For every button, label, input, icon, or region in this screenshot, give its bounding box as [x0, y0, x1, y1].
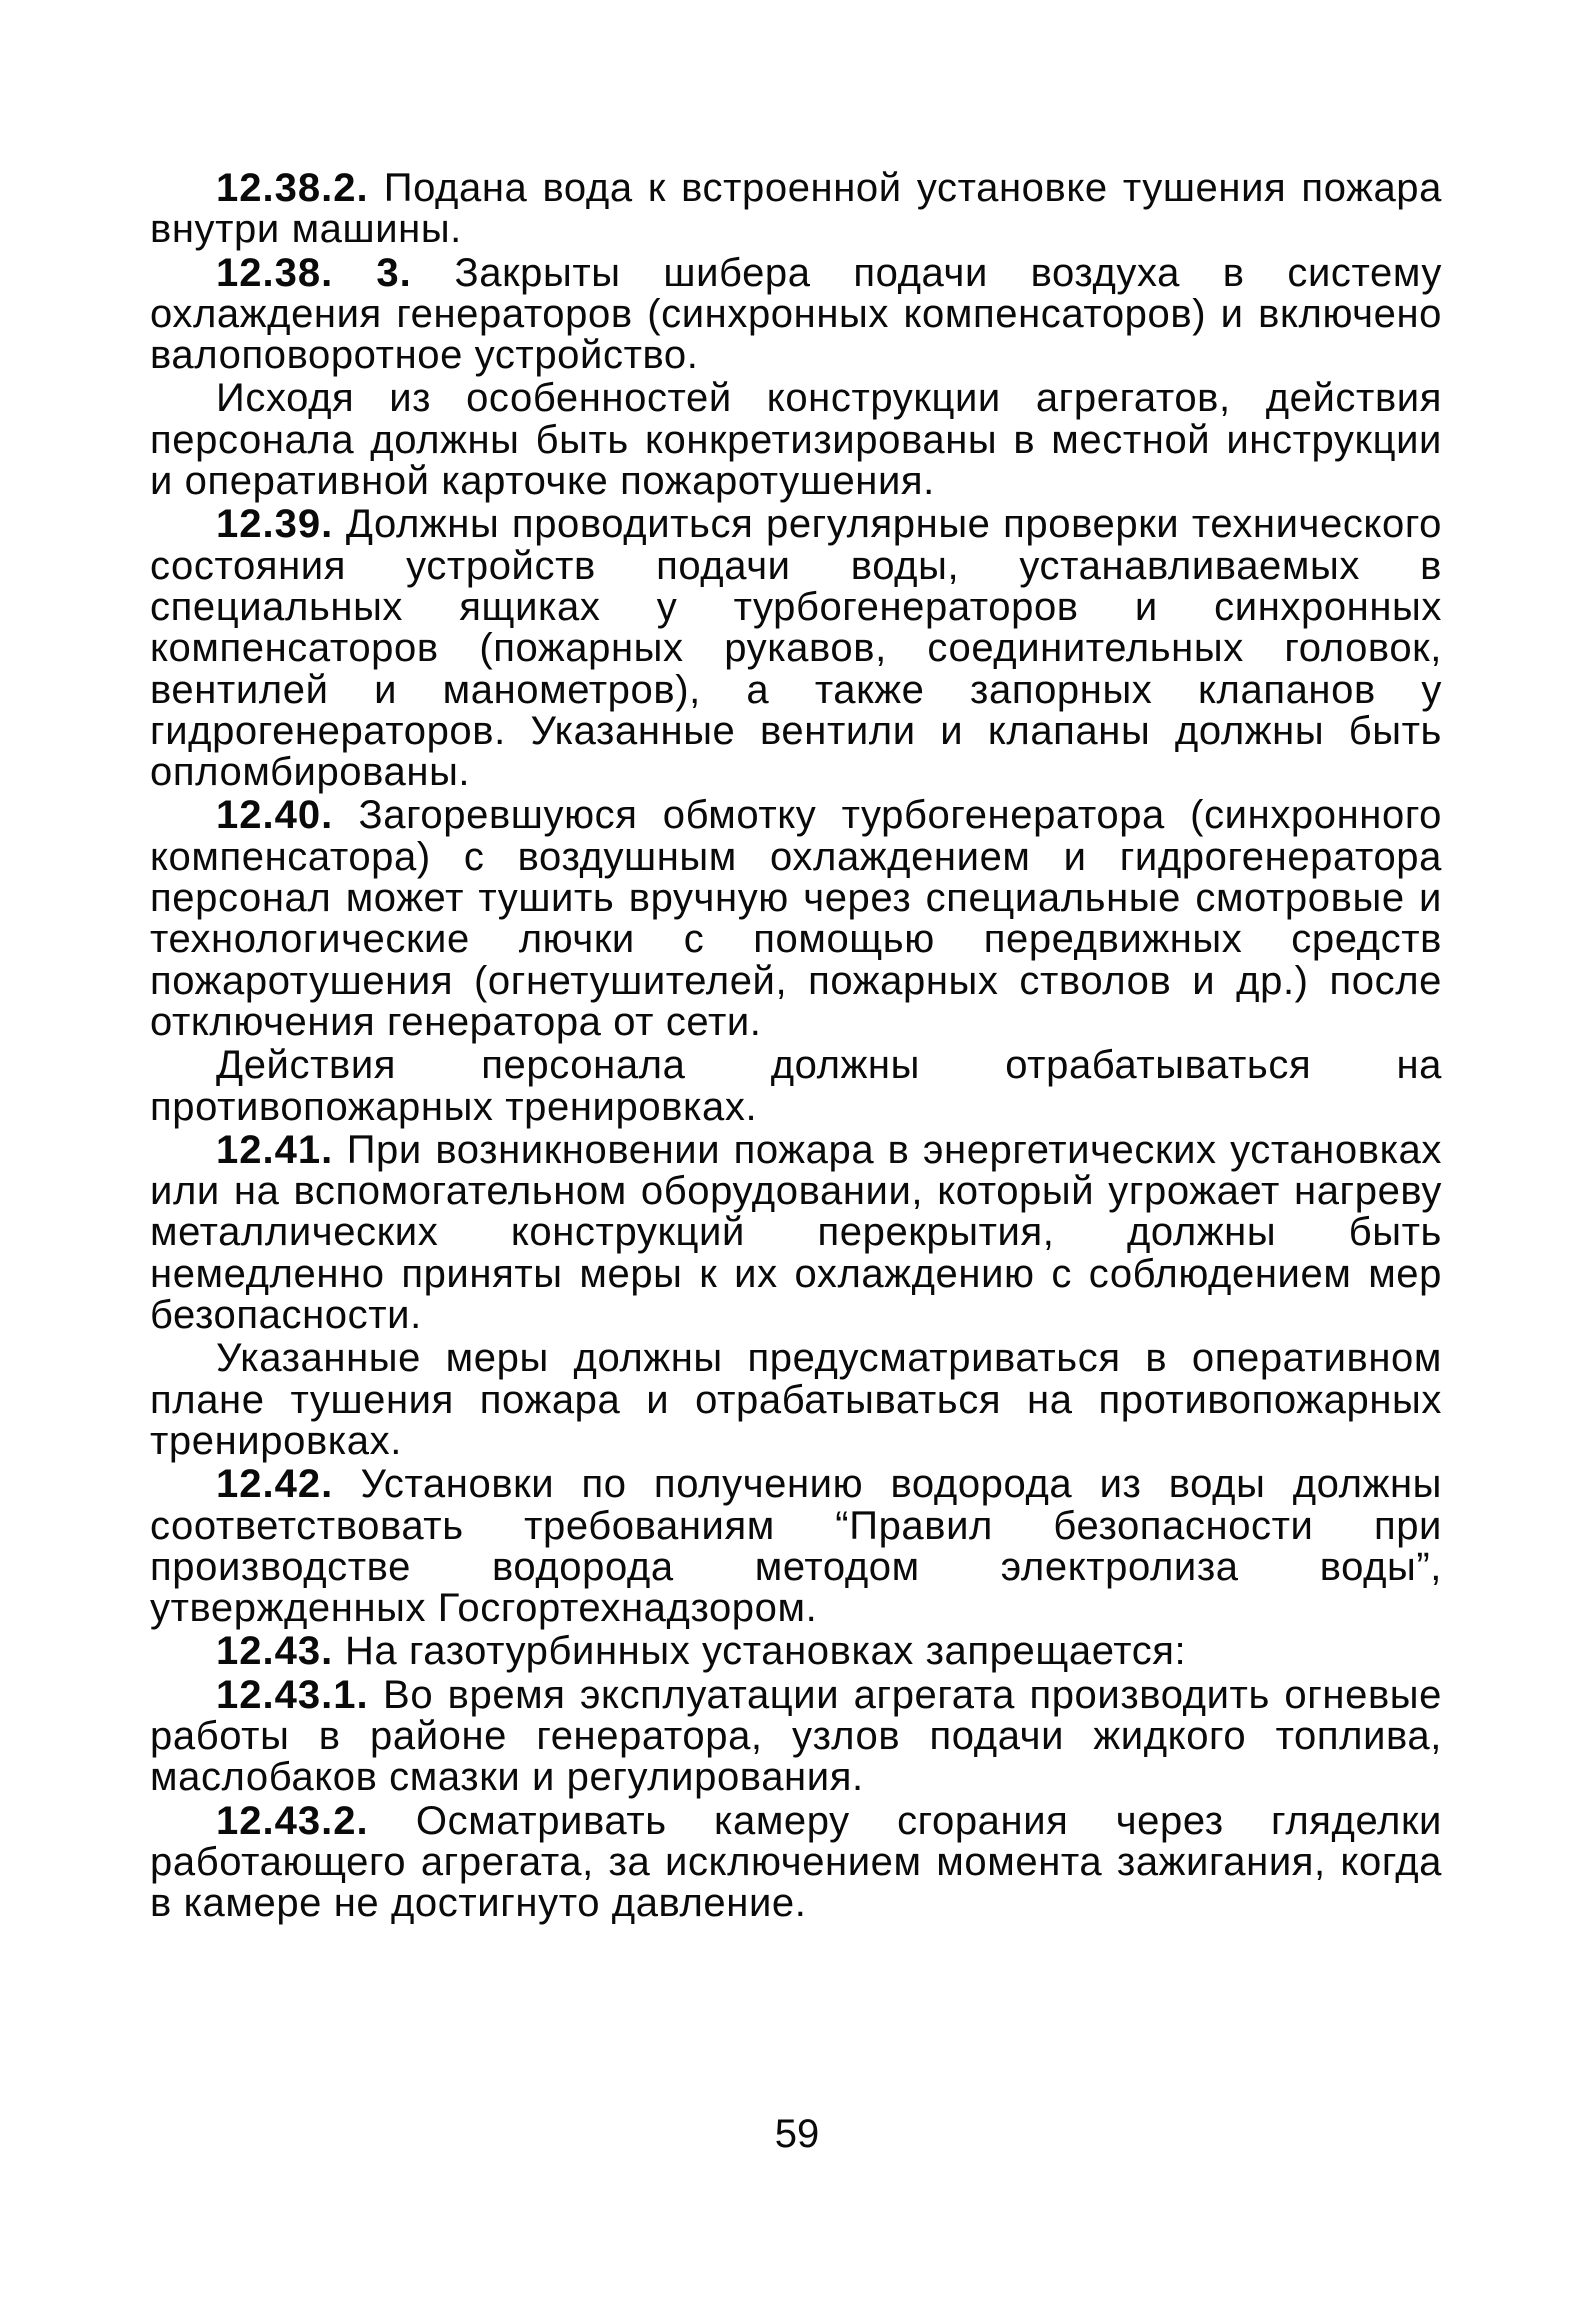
section-number: 12.43.1. — [216, 1672, 369, 1717]
section-number: 12.42. — [216, 1462, 334, 1507]
section-number: 12.41. — [216, 1127, 334, 1172]
section-number: 12.39. — [216, 502, 334, 547]
paragraph-12-41 — [150, 1127, 1442, 1338]
paragraph-plan-note — [150, 1338, 1442, 1462]
paragraph-12-43-2 — [150, 1798, 1443, 1926]
paragraph-text: Подана вода к встроенной установке тушения пожара внутри машины. — [150, 166, 1442, 252]
paragraph-12-39 — [150, 504, 1442, 793]
section-number: 12.43. — [216, 1629, 334, 1674]
paragraph-design-note — [150, 378, 1442, 502]
paragraph-text: Осматривать камеру сгорания через гляделки работающего агрегата, за исключением момента зажигания, когда в камере не достигнуто давление. — [150, 1798, 1443, 1926]
paragraph-text: При возникновении пожара в энергетических установках или на вспомогательном оборудовании, который угрожает нагреву металлических конструкций перекрытия, должны быть немедленно приняты меры к их охлаждению с соблюдением мер безопасности. — [150, 1127, 1442, 1338]
paragraph-12-42 — [150, 1464, 1442, 1629]
section-number: 12.38.2. — [216, 166, 369, 210]
section-number: 12.40. — [216, 793, 334, 838]
paragraph-12-43 — [150, 1631, 1442, 1672]
paragraph-12-43-1 — [150, 1672, 1442, 1800]
paragraph-training-note — [150, 1045, 1442, 1128]
paragraph-12-40 — [150, 795, 1442, 1043]
paragraph-text: Во время эксплуатации агрегата производить огневые работы в районе генератора, узлов подачи жидкого топлива, маслобаков смазки и регулирования. — [150, 1672, 1442, 1800]
document-body — [150, 168, 1442, 1926]
paragraph-text: Загоревшуюся обмотку турбогенератора (синхронного компенсатора) с воздушным охлаждением и гидрогенератора персонал может тушить вручную через специальные смотровые и технологические лючки с помощью передвижных средств пожаротушения (огнетушителей, пожарных стволов и др.) после отключения генератора от сети. — [150, 793, 1442, 1044]
paragraph-text: Указанные меры должны предусматриваться в оперативном плане тушения пожара и отрабатываться на противопожарных тренировках. — [150, 1336, 1442, 1463]
paragraph-text: На газотурбинных установках запрещается: — [344, 1629, 1187, 1674]
paragraph-text: Закрыты шибера подачи воздуха в систему охлаждения генераторов (синхронных компенсаторов) и включено валоповоротное устройство. — [150, 250, 1442, 378]
paragraph-12-38-3 — [150, 250, 1442, 378]
paragraph-text: Исходя из особенностей конструкции агрегатов, действия персонала должны быть конкретизированы в местной инструкции и оперативной карточке пожаротушения. — [150, 376, 1442, 504]
paragraph-text: Должны проводиться регулярные проверки технического состояния устройств подачи воды, устанавливаемых в специальных ящиках у турбогенераторов и синхронных компенсаторов (пожарных рукавов, соединительных головок, вентилей и манометров), а также запорных клапанов у гидрогенераторов. Указанные вентили и клапаны должны быть опломбированы. — [150, 502, 1442, 795]
page-number: 59 — [774, 2112, 820, 2156]
paragraph-12-38-2 — [150, 168, 1442, 251]
section-number: 12.38. 3. — [216, 250, 412, 295]
section-number: 12.43.2. — [216, 1798, 369, 1843]
paragraph-text: Установки по получению водорода из воды должны соответствовать требованиям “Правил безопасности при производстве водорода методом электролиза воды”, утвержденных Госгортехнадзором. — [150, 1462, 1442, 1631]
paragraph-text: Действия персонала должны отрабатываться на противопожарных тренировках. — [150, 1043, 1442, 1129]
